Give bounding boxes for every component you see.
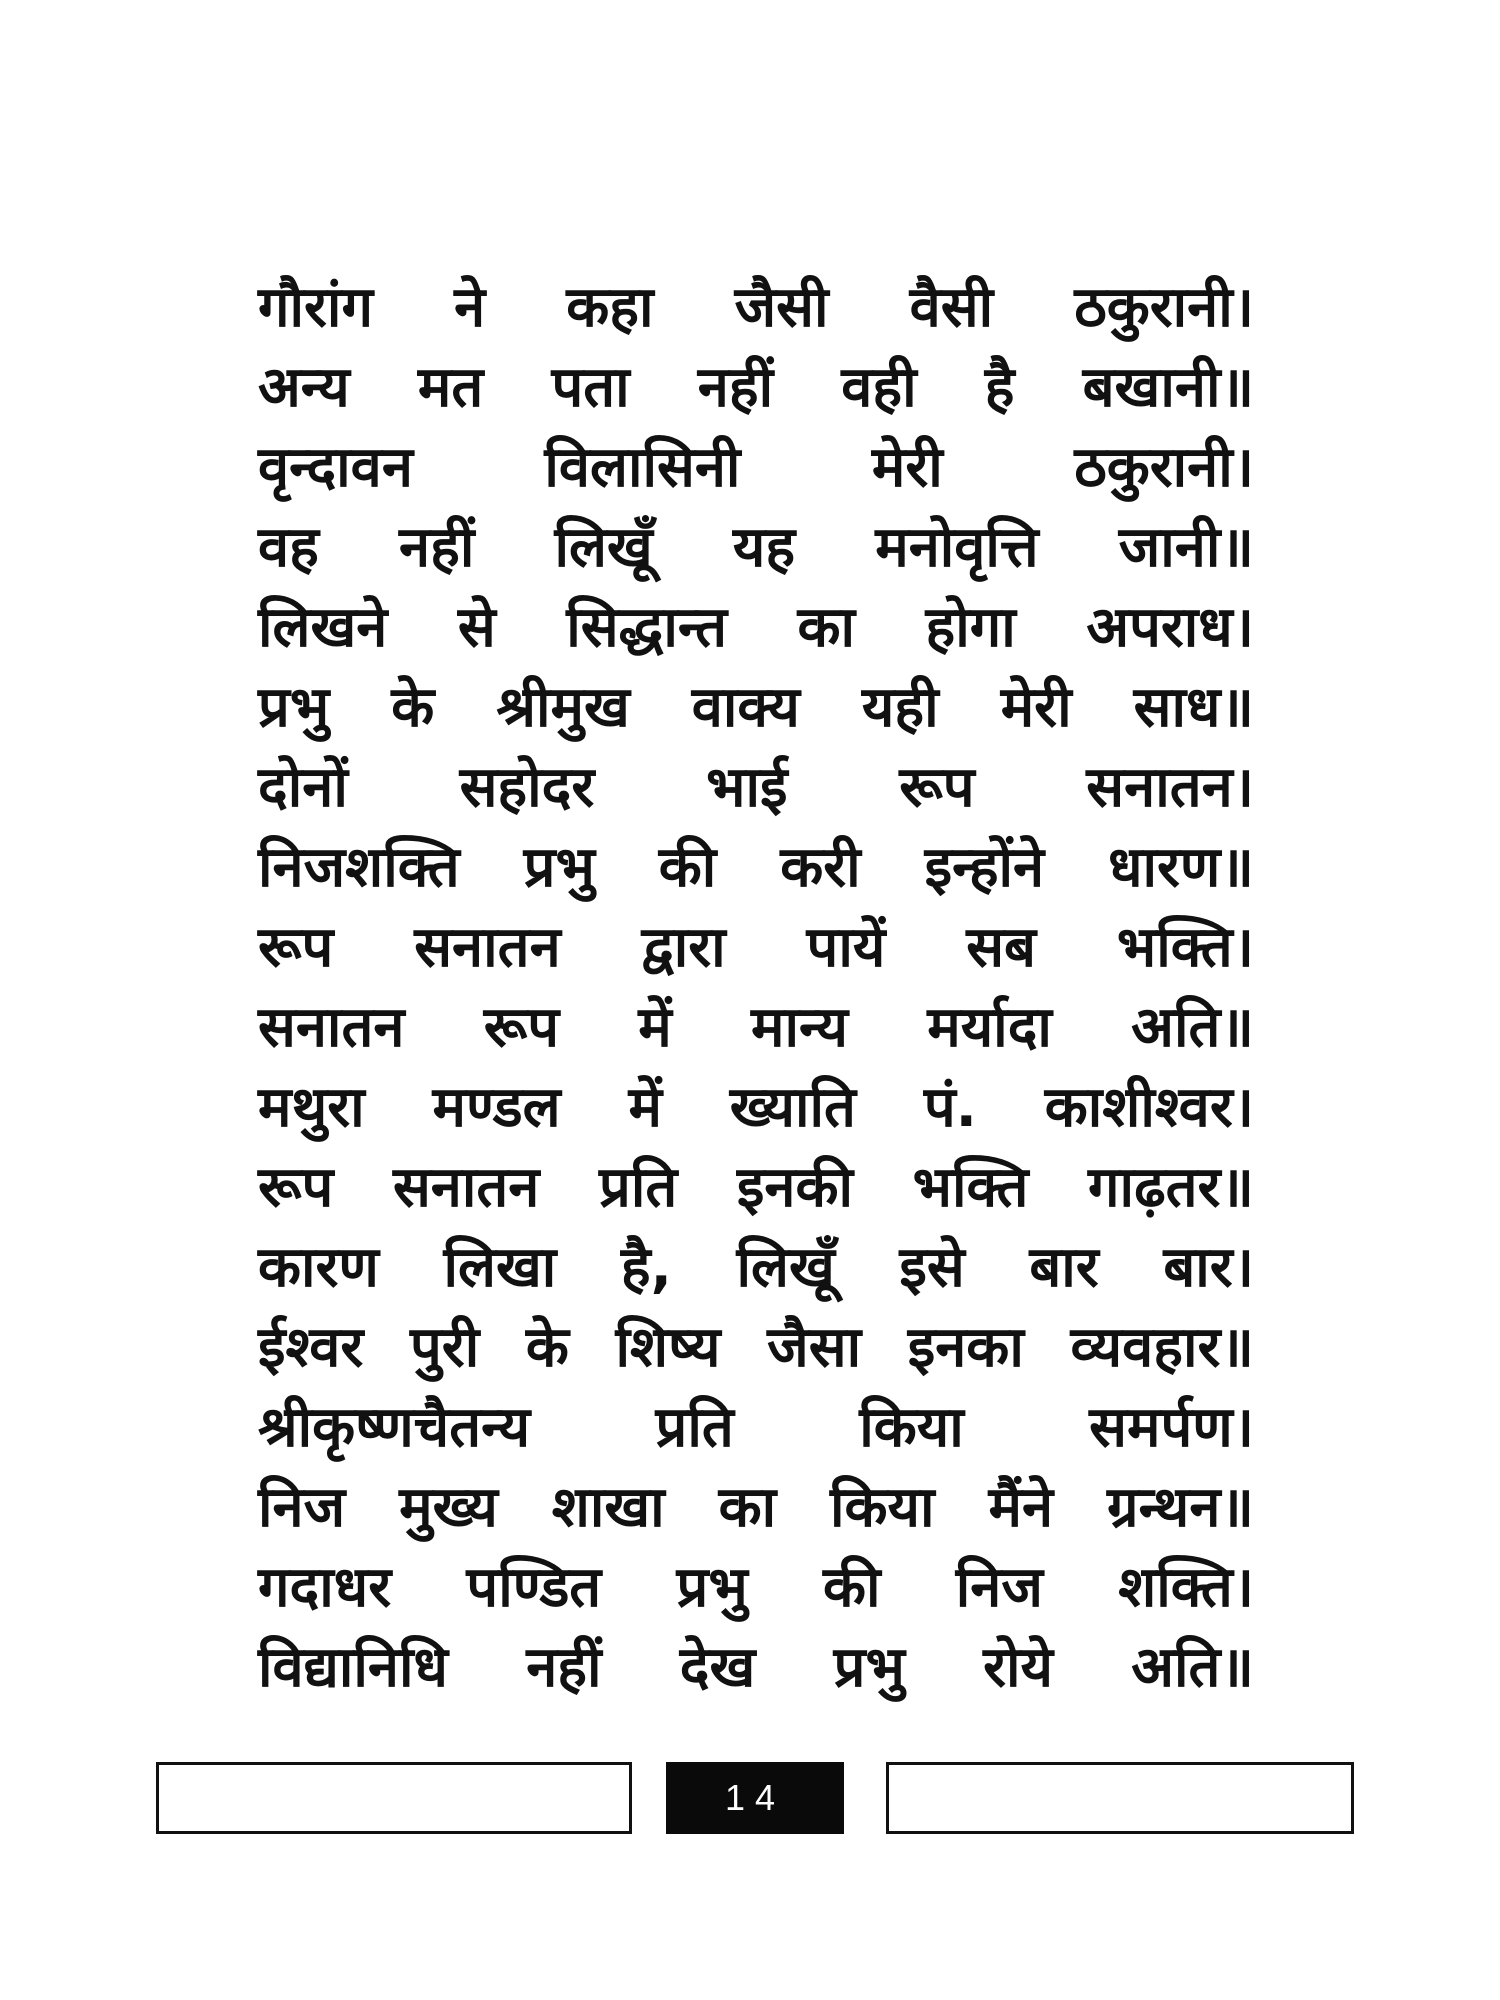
verse-word: सनातन। [1086,755,1254,820]
verse-word: इनकी [736,1155,853,1220]
verse-word: व्यवहार॥ [1070,1315,1254,1380]
verse-word: का [797,595,856,660]
verse-word: निजशक्ति [258,835,460,900]
verse-word: प्रति [655,1395,734,1460]
verse-line [258,908,1254,988]
verse-line [258,748,1254,828]
page-footer [0,1762,1500,1838]
verse-line [258,1068,1254,1148]
verse-word: वह [258,515,319,580]
page-number: 14 [666,1762,844,1834]
verse-word: में [638,995,672,1060]
verse-word: पण्डित [466,1555,602,1620]
verse-word: जैसा [767,1315,862,1380]
verse-word: धारण॥ [1108,835,1254,900]
verse-word: ग्रन्थन॥ [1107,1475,1254,1540]
verse-word: होगा [925,595,1016,660]
verse-line [258,1548,1254,1628]
verse-word: वृन्दावन [258,435,413,500]
verse-word: अपराध। [1086,595,1254,660]
verse-word: सनातन [258,995,405,1060]
verse-word: शिष्य [615,1315,721,1380]
verse-line [258,348,1254,428]
verse-word: बखानी॥ [1082,355,1254,420]
verse-line [258,1308,1254,1388]
verse-word: सहोदर [459,755,595,820]
verse-word: दोनों [258,755,348,820]
verse-word: निज [955,1555,1043,1620]
verse-word: नहीं [399,515,475,580]
verse-word: पता [551,355,630,420]
verse-word: वैसी [909,275,994,340]
verse-word: मनोवृत्ति [875,515,1039,580]
verse-word: सिद्धान्त [566,595,728,660]
verse-word: समर्पण। [1089,1395,1254,1460]
verse-word: लिखा [443,1235,557,1300]
verse-word: जैसी [734,275,829,340]
verse-word: लिखूँ [736,1235,835,1300]
verse-line [258,588,1254,668]
verse-word: है, [620,1235,672,1300]
verse-line [258,1628,1254,1708]
verse-word: सनातन [414,915,561,980]
verse-word: श्रीकृष्णचैतन्य [258,1395,531,1460]
verse-word: यह [732,515,796,580]
verse-word: विलासिनी [544,435,741,500]
verse-word: रूप [899,755,975,820]
verse-line [258,1388,1254,1468]
verse-word: रूप [258,1155,334,1220]
verse-word: सनातन [392,1155,540,1220]
verse-word: इन्होंने [924,835,1045,900]
verse-word: मर्यादा [927,995,1052,1060]
verse-word: भक्ति। [1116,915,1254,980]
verse-word: गौरांग [258,275,373,340]
verse-line [258,668,1254,748]
verse-word: नहीं [526,1635,602,1700]
verse-word: रूप [258,915,334,980]
verse-word: से [457,595,496,660]
verse-word: प्रभु [676,1555,748,1620]
verse-word: गाढ़तर॥ [1088,1155,1254,1220]
verse-word: इसे [899,1235,965,1300]
verse-word: है [984,355,1015,420]
verse-word: द्वारा [641,915,726,980]
verse-word: का [718,1475,777,1540]
verse-word: वाक्य [691,675,800,740]
verse-word: रोये [983,1635,1053,1700]
verse-word: अति॥ [1131,995,1254,1060]
verse-word: अति॥ [1131,1635,1254,1700]
verse-line [258,1468,1254,1548]
verse-word: वही [841,355,917,420]
verse-word: मत [417,355,484,420]
verse-word: कहा [566,275,654,340]
verse-word: पुरी [410,1315,480,1380]
verse-word: ईश्वर [258,1315,364,1380]
verse-word: इनका [907,1315,1024,1380]
verse-word: ने [454,275,486,340]
verse-word: ठकुरानी। [1074,275,1254,340]
verse-block [258,268,1254,1708]
verse-word: विद्यानिधि [258,1635,448,1700]
verse-word: भक्ति [912,1155,1029,1220]
verse-line [258,428,1254,508]
footer-right-frame [886,1762,1354,1834]
verse-word: शाखा [551,1475,665,1540]
verse-word: मैंने [988,1475,1054,1540]
verse-word: लिखने [258,595,388,660]
verse-word: बार। [1163,1235,1254,1300]
verse-word: में [628,1075,662,1140]
verse-word: यही [861,675,939,740]
verse-word: गदाधर [258,1555,392,1620]
verse-word: कारण [258,1235,379,1300]
verse-word: मेरी [871,435,943,500]
verse-word: निज [258,1475,346,1540]
verse-word: अन्य [258,355,350,420]
verse-word: प्रभु [523,835,595,900]
verse-word: प्रभु [258,675,330,740]
verse-line [258,828,1254,908]
verse-word: मण्डल [432,1075,561,1140]
verse-word: के [525,1315,569,1380]
verse-word: शक्ति। [1118,1555,1254,1620]
verse-word: किया [830,1475,935,1540]
verse-line [258,1228,1254,1308]
verse-word: ख्याति [729,1075,856,1140]
verse-word: की [823,1555,881,1620]
verse-word: प्रति [599,1155,678,1220]
verse-word: श्रीमुख [496,675,630,740]
verse-word: पायें [806,915,886,980]
verse-word: काशीश्वर। [1044,1075,1254,1140]
verse-word: मथुरा [258,1075,365,1140]
verse-word: रूप [483,995,560,1060]
verse-word: प्रभु [833,1635,905,1700]
verse-word: के [391,675,435,740]
verse-word: पं. [923,1075,977,1140]
verse-word: की [658,835,717,900]
verse-word: मान्य [750,995,848,1060]
verse-word: करी [780,835,861,900]
verse-word: बार [1029,1235,1099,1300]
verse-word: जानी॥ [1118,515,1254,580]
verse-word: देख [679,1635,756,1700]
verse-word: ठकुरानी। [1074,435,1254,500]
verse-word: मुख्य [399,1475,498,1540]
verse-word: लिखूँ [554,515,653,580]
verse-word: सब [966,915,1037,980]
verse-line [258,508,1254,588]
verse-line [258,268,1254,348]
footer-left-frame [156,1762,632,1834]
verse-word: नहीं [697,355,774,420]
verse-word: साध॥ [1133,675,1254,740]
verse-word: मेरी [1000,675,1072,740]
verse-line [258,1148,1254,1228]
verse-word: भाई [706,755,788,820]
verse-line [258,988,1254,1068]
verse-word: किया [859,1395,964,1460]
